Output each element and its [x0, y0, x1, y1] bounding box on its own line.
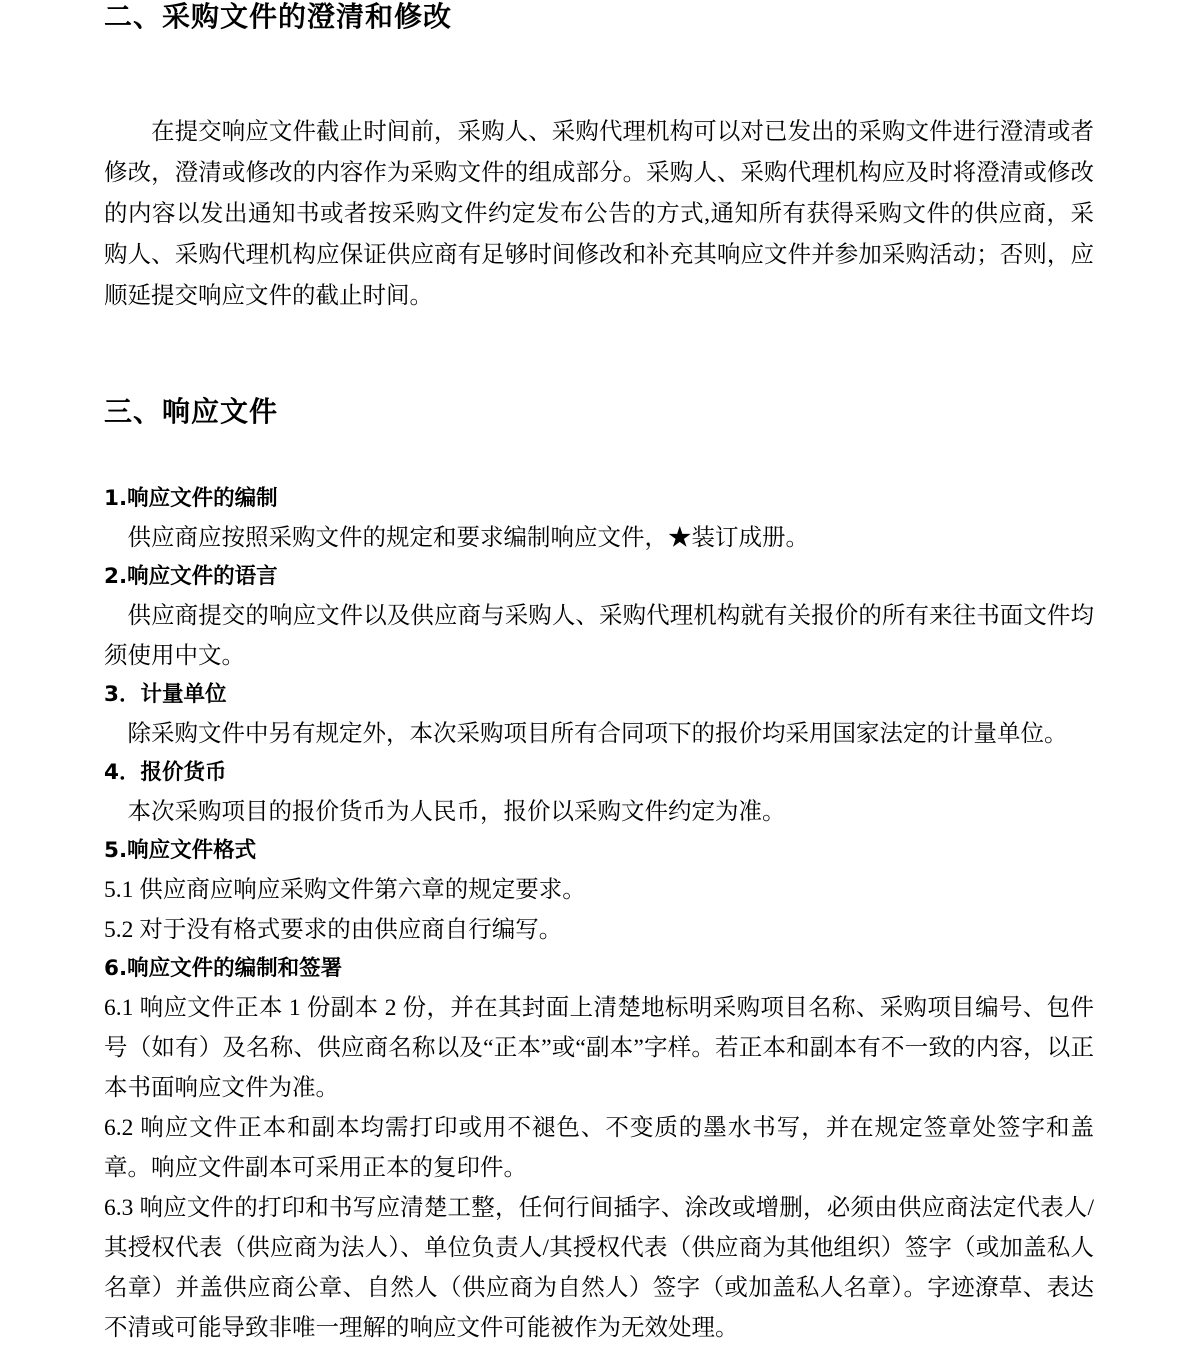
item-heading-1: 1.响应文件的编制	[104, 486, 278, 512]
spacer	[104, 317, 1094, 395]
item-heading-5: 5.响应文件格式	[104, 838, 257, 864]
item-heading-3: 3．计量单位	[104, 682, 227, 708]
section-two-paragraph: 在提交响应文件截止时间前，采购人、采购代理机构可以对已发出的采购文件进行澄清或者修改，澄清或修改的内容作为采购文件的组成部分。采购人、采购代理机构应及时将澄清或修改的内容以发出通知书或者按采购文件约定发布公告的方式,通知所有获得采购文件的供应商，采购人、采购代理机构应保证供应商有足够时间修改和补充其响应文件并参加采购活动；否则，应顺延提交响应文件的截止时间。	[104, 118, 1094, 309]
item-6-line-2: 6.2 响应文件正本和副本均需打印或用不褪色、不变质的墨水书写，并在规定签章处签字和盖章。响应文件副本可采用正本的复印件。	[104, 1115, 1094, 1182]
page-content	[104, 0, 1094, 1348]
section-heading-three: 三、响应文件	[104, 394, 279, 428]
item-5-line-2: 5.2 对于没有格式要求的由供应商自行编写。	[104, 917, 563, 944]
section-three-items	[104, 480, 1094, 1348]
item-heading-6: 6.响应文件的编制和签署	[104, 956, 343, 982]
item-6-line-3: 6.3 响应文件的打印和书写应清楚工整，任何行间插字、涂改或增删，必须由供应商法定代表人/其授权代表（供应商为法人）、单位负责人/其授权代表（供应商为其他组织）签字（或加盖私人名章）并盖供应商公章、自然人（供应商为自然人）签字（或加盖私人名章）。字迹潦草、表达不清或可能导致非唯一理解的响应文件可能被作为无效处理。	[104, 1195, 1094, 1342]
item-2-line-1: 供应商提交的响应文件以及供应商与采购人、采购代理机构就有关报价的所有来往书面文件均须使用中文。	[104, 603, 1094, 670]
item-4-line-1: 本次采购项目的报价货币为人民币，报价以采购文件约定为准。	[127, 799, 786, 826]
item-heading-2: 2.响应文件的语言	[104, 564, 278, 590]
spacer	[104, 428, 1094, 480]
item-heading-4: 4．报价货币	[104, 760, 227, 786]
item-5-line-1: 5.1 供应商应响应采购文件第六章的规定要求。	[104, 877, 586, 904]
item-6-line-1: 6.1 响应文件正本 1 份副本 2 份，并在其封面上清楚地标明采购项目名称、采购项目编号、包件号（如有）及名称、供应商名称以及“正本”或“副本”字样。若正本和副本有不一致的内容，以正本书面响应文件为准。	[104, 995, 1094, 1102]
section-heading-two: 二、采购文件的澄清和修改	[104, 0, 453, 33]
spacer	[104, 34, 1094, 112]
item-1-line-1: 供应商应按照采购文件的规定和要求编制响应文件，★装订成册。	[127, 525, 809, 552]
item-3-line-1: 除采购文件中另有规定外，本次采购项目所有合同项下的报价均采用国家法定的计量单位。	[127, 721, 1068, 748]
